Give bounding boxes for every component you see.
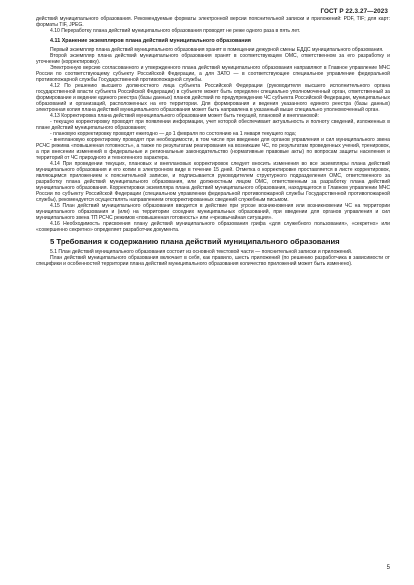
paragraph-4-10: 4.10 Переработку плана действий муниципального образования проводят не реже одного раза в пять лет. [50, 28, 301, 35]
paragraph: Второй экземпляр плана действий муниципального образования хранят в соответствующем ОМС, ответственном за его разработку и уточнение (корректировку). [36, 52, 390, 65]
paragraph: План действий муниципального образования включает в себя, как правило, шесть приложений (по решению разработчика в зависимости от специфики и особенностей территории плана действий муниципального образования количество приложений может быть изменено). [36, 255, 390, 268]
paragraph-4-13: 4.13 Корректировка плана действий муниципального образования может быть текущей, плановой и внеплановой: [50, 112, 319, 119]
paragraph: Электронную версию согласованного и утвержденного плана действий муниципального образования направляют в Главное управление МЧС России по соответствующему субъекту Российской Федерации, а для ЗАТО — в соответствующее специальное управление федеральной противопожарной службы Государственной противопожарной службы. [36, 64, 390, 83]
page-number: 5 [386, 565, 390, 571]
paragraph-4-12: 4.12 По решению высшего должностного лица субъекта Российской Федерации (руководителя высшего исполнительного органа государственной власти субъекта Российской Федерации) в субъекте может быть определен специально уполномоченный орган, ответственный за формирование и ведение единого реестра (базы данных) планов действий по предупреждению ЧС субъекта Российской Федерации, муниципальных образований и организаций, расположенных на его территории. Для формирования и ведения указанного единого реестра (базы данных) электронная копия плана действий муниципального образования может быть направлена в указанный выше специально уполномоченный орган. [36, 82, 390, 113]
list-item: - текущую корректировку проводят при появлении информации, учет которой обеспечивает актуальность и полноту сведений, изложенных в плане действий муниципального образования; [36, 118, 390, 131]
list-item: - плановую корректировку проводят ежегодно — до 1 февраля по состоянию на 1 января текущего года; [50, 130, 297, 137]
list-item: - внеплановую корректировку проводят при необходимости, в том числе при введении для органов управления и сил муниципального звена РСЧС режима «повышенная готовность», а также по результатам реагирования на возникшие ЧС, по результатам проведенных учений, тренировок, а при внесении изменений в федеральные и региональные законодательство (нормативные правовые акты) по вопросам защиты населения и территорий от ЧС природного и техногенного характера. [36, 136, 390, 161]
section-heading-4-11: 4.11 Хранение экземпляров плана действий муниципального образования [50, 38, 251, 45]
section-heading-5: 5 Требования к содержанию плана действий муниципального образования [50, 237, 340, 247]
paragraph-4-14: 4.14 При проведении текущих, плановых и внеплановых корректировок следует вносить изменения во все экземпляры плана действий муниципального образования и его копии в электронном виде в течение 15 дней. Отметка о корректировке проставляется в листе корректировок, являющимся приложением к пояснительной записке, и подписывается руководителем структурного подразделения ОМС, ответственного за разработку плана действий муниципального образования, или должностным лицом ОМС, ответственным за разработку плана действий муниципального образования. Корректировки экземпляра плана действий муниципального образования, находящегося в Главном управлении МЧС России по субъекту Российской Федерации (специальном управлении федеральной противопожарной службы Государственной противопожарной службы), рекомендуется осуществлять направлением откорректированных сведений служебным письмом. [36, 160, 390, 203]
paragraph: действий муниципального образования. Рекомендуемые форматы электронной версии пояснительной записки и приложений: PDF, TIF; для карт: форматы TIF, JPEG. [36, 16, 390, 29]
paragraph-5-1: 5.1 План действий муниципального образования состоит из основной текстовой части — пояснительной записки и приложений. [50, 249, 353, 256]
paragraph-4-16: 4.16 Необходимость присвоения плану действий муниципального образования грифа «для служебного пользования», «секретно» или «совершенно секретно» определяет разработчик документа. [36, 221, 390, 234]
standard-code-header: ГОСТ Р 22.3.27—2023 [320, 8, 388, 15]
paragraph-4-15: 4.15 План действий муниципального образования вводится в действие при угрозе возникновения или возникновении ЧС на территории муниципального образования и (или) на территории соседних муниципальных образований, при введении для органов управления и сил муниципального звена ТП РСЧС режимов «повышенная готовность» или «чрезвычайная ситуация». [36, 202, 390, 221]
paragraph: Первый экземпляр плана действий муниципального образования хранят в помещении дежурной смены ЕДДС муниципального образования. [50, 46, 384, 53]
document-body [36, 16, 390, 267]
